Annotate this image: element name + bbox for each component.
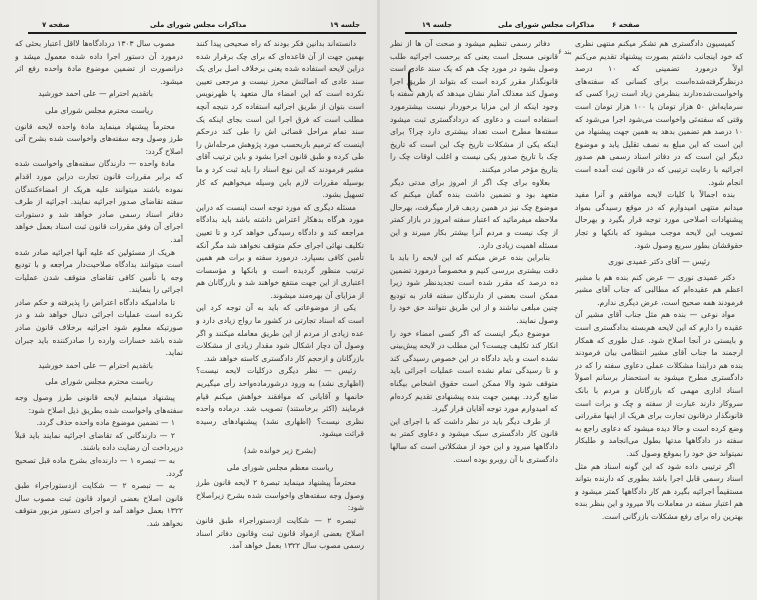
text-column (390, 38, 558, 598)
paragraph: بنده اجمالاً با کلیات لایحه موافقم و آنرا مفید میدانم منتهی امیدوارم که در موقع رسیدگی بمواد پیشنهادات اصلاحی مورد توجه قرار بگیرد و بهرحال تصویب این لایحه موجب میشود که بانکها و تجار حقوقشان بطور سریع وصول شود. (575, 190, 743, 250)
paragraph: ۱ — تضمین موضوع ماده واحده حذف گردد. (36, 418, 175, 428)
paragraph: کمیسیون دادگستری هم تشکر میکنم منتهی نظری که خود اینجانب داشتم بصورت پیشنهاد تقدیم می‌کنم اولاً درمورد تضمینی که ۱۰ درصد درنظرگرفته‌شده‌است برای کسانی که سفته‌های واخواست‌شده‌دارند بنظرمن زیاد است زیرا کسی که سرمایه‌اش ۵۰ هزار تومان یا ۱۰۰ هزار تومان است وقتی که سفته‌ئی واخواست می‌شود اجرا می‌شود که ۱۰ درصد هم تضمین بدهد به همین جهت پیشنهاد من این است که این مبلغ به نصف تقلیل یابد و موضوع دیگر این است که در دفاتر اسناد رسمی هم صدور اجرائیه با رعایت ترتیبی که در قانون ثبت آمده است انجام شود. (575, 39, 743, 187)
margin-note: بند ۶ (558, 48, 572, 56)
paragraph: ۲ — دارندگانی که تقاضای اجرائیه نمایند باید قبلاً درپرداخت آن رضایت داده باشند. (15, 430, 183, 453)
paragraph: دفاتر رسمی تنظیم میشود و صحت آن ها از نظر قانونی مسجل است یعنی که برحسب اجرائیه طلب وصول بشود در مورد چک هم که یک سند عادی است قانونگذار مقرر کرده است که بتواند از طریق اجرا وصول کند معذلک آمار نشان میدهد که بازهم سفته با وجود اینکه از این مزایا برخوردار نیست بیشترمورد استفاده است و دعاوی که دردادگستری ثبت میشود سفته‌ها مطرح است تعداد بیشتری دارد چرا؟ برای اینکه یکی از مشکلات تاریخ چک این است که تاریخ چک با تاریخ صدور یکی نیست و اغلب اوقات چک را بتاریخ مؤخر صادر میکنند. (390, 39, 558, 174)
signature-line: باتقدیم احترام — علی احمد خورشید (38, 89, 153, 99)
paragraph: مواد نوعی — بنده هم مثل جناب آقای مشیر آن عقیده را دارم که این لایحه هم‌بسته بدادگستری است و بایستی در آنجا اصلاح شود. عدل طوری که همکار ارجمند ما جناب آقای مشیر انتظامی بیان فرمودند بنده هم درابتدا مشکلات عملی دعاوی سفته را که در دادگستری مطرح میشود به استحضار برسانم اصولاً اسناد اداری مهمی که بازرگانان و مردم با بانک سروکار دارند عبارت از سفته و چک و برات است قانونگذار درقانون تجارت برای هریک از اینها مقرراتی وضع کرده است و حالا دیده میشود که دعاوی راجع به سفته در دادگاهها مدتها بطول می‌انجامد و طلبکار نمیتواند حق خود را بموقع وصول کند. (575, 310, 743, 458)
paragraph: مسئله دیگری که مورد توجه است اینست که دراین مورد هرگاه بدهکار اعتراض داشته باشد باید بدادگاه مراجعه کند و دادگاه رسیدگی خواهد کرد و تا تعیین تکلیف نهائی اجرای حکم متوقف نخواهد شد مگر آنکه تأمین کافی بسپارد. درمورد سفته و برات هم همین ترتیب منظور گردیده است و بانکها و مؤسسات اعتباری از این جهت منتفع خواهند شد و بازرگانان هم از مزایای آن بهره‌مند میشوند. (196, 202, 364, 300)
section-heading: ریاست محترم مجلس شورای ملی (45, 377, 153, 387)
running-title: مذاکرات مجلس شورای ملی (498, 21, 595, 29)
session-number: جلسه ۱۹ (329, 21, 360, 29)
paragraph: یکی از موضوعاتی که باید به آن توجه کرد این است که اسناد تجارتی در کشور ما رواج زیادی دارد و عده زیادی از مردم از این طریق معامله میکنند و اگر وصول آن دچار اشکال شود مقدار زیادی از مشکلات بازرگانان و ازحجم کار دادگستری کاسته خواهد شد. (196, 303, 364, 363)
page-number: صفحه ۶ (612, 21, 640, 29)
paragraph: مادهٔ واحده — دارندگان سفته‌های واخواست شده که برابر مقررات قانون تجارت دراین مورد اقدام نموده باشند میتوانند علیه هریک از امضاءکنندگان سفته تقاضای صدور اجرائیه نمایند. اجرائیه از طرف دفاتر اسناد رسمی صادر خواهد شد و دستورات اجرای آن وفق مقررات قانون ثبت اسناد بعمل خواهد آمد. (15, 159, 183, 244)
running-title: مذاکرات مجلس شورای ملی (150, 21, 247, 29)
paragraph: رئیس — نظر دیگری درکلیات لایحه نیست؟ (اظهاری نشد) به ورود درشورماده‌واحد رأی میگیریم خانمها و آقایانی که موافقند خواهش میکنم قیام فرمایند (اکثر برخاستند) تصویب شد. درماده واحده نظری نیست؟ (اظهاری نشد) پیشنهادهای رسیده قرائت میشود. (196, 366, 364, 439)
paragraph: به — تبصره ۲ — شکایت ازدستوراجراء طبق قانون اصلاح بعضی ازمواد قانون ثبت مصوب سال ۱۳۲۲ بعمل خواهد آمد و اجرای دستور مزبور متوقف نخواهد شد. (15, 481, 183, 528)
paragraph: موضوع دیگر اینست که اگر کسی امضاء خود را انکار کند تکلیف چیست؟ این مطلب در لایحه پیش‌بینی نشده است و باید دادگاه در این خصوص رسیدگی کند و تا رسیدگی تمام نشده است عملیات اجرائی باید متوقف شود والا ممکن است حقوق اشخاص بیگناه ضایع گردد. بهمین جهت بنده پیشنهادی تقدیم کرده‌ام که امیدوارم مورد توجه آقایان قرار گیرد. (390, 328, 558, 414)
paragraph: تبصره ۲ — شکایت ازدستوراجراء طبق قانون اصلاح بعضی ازمواد قانون ثبت وقانون دفاتر اسناد رسمی مصوب سال ۱۳۲۲ بعمل خواهد آمد. (196, 515, 364, 551)
paragraph: بعلاوه برای چک اگر از امروز برای مدتی دیگر متعهد بود و تضمین داشت بنده گمان میکنم که موضوع چک نیز در همین ردیف قرار میگرفت، بهرحال ملاحظه میفرمائید که اعتبار سفته امروز در بازار کمتر از چک نیست و مردم آنرا بیشتر بکار میبرند و این مسئله اهمیت زیادی دارد. (390, 177, 558, 250)
paragraph: به — تبصره ۱ — دارنده‌ای بشرح ماده قبل تصحیح گردد. (15, 456, 183, 478)
paragraph: محترماً پیشنهاد مینماید تبصرهٔ ۲ لایحه قانون طرز وصول وجه سفته‌های واخواست شده بشرح زیراصلاح شود: (196, 478, 364, 513)
paragraph: دکتر عمیدی نوری — عرض کنم بنده هم با مشیر اعظم هم عقیده‌ام که مطالبی که جناب آقای مشیر فرمودند همه صحیح است، عرض دیگری ندارم. (575, 272, 743, 307)
header-rule (405, 32, 737, 34)
paragraph: اگر ترتیبی داده شود که این گونه اسناد هم مثل اسناد رسمی قابل اجرا باشد بطوری که دارنده بتواند مستقیماً اجرائیه بگیرد هم کار دادگاهها کمتر میشود و هم اعتبار سفته در معاملات بالا میرود و این بنظر بنده بهترین راه برای رفع مشکلات بازرگانی است. (575, 461, 743, 521)
paragraph: مصوب سال ۱۳۰۳ دردادگاه‌ها لااقل اعتبار بحثی که درمورد آن دستور اجرا داده شده معمول میشد و درانصورت از تضمین موضوع مادهٔ واحده رفع اثر میشود. (15, 39, 183, 86)
text-column (196, 38, 364, 598)
paragraph: هریک از مسئولین که علیه آنها اجرائیه صادر شده است میتوانند بدادگاه صلاحیت‌دار مراجعه و با تودیع وجه یا تأمین کافی تقاضای متوقف شدن عملیات اجرائی را بنمایند. (15, 247, 183, 295)
right-page (380, 0, 757, 600)
page-number: صفحه ۷ (42, 21, 70, 29)
text-column (575, 38, 743, 598)
paragraph: بنابراین بنده عرض میکنم که این لایحه را باید با دقت بیشتری بررسی کنیم و مخصوصاً درمورد تضمین ده درصد که مقرر شده است تجدیدنظر شود زیرا ممکن است بعضی از دارندگان سفته قادر به تودیع چنین مبلغی نباشند و از این طریق نتوانند حق خود را وصول نمایند. (390, 253, 558, 326)
signature-line: باتقدیم احترام — علی احمد خورشید (38, 360, 153, 370)
paragraph: پیشنهاد مینمایم لایحه قانونی طرز وصول وجه سفته‌های واخواست شده بطریق ذیل اصلاح شود: (15, 393, 183, 415)
section-heading: ریاست محترم مجلس شورای ملی (45, 105, 153, 115)
paragraph: دانسته‌اند بدانین فکر بودند که راه صحیحی پیدا کنند بهمین جهت از آن قاعده‌ای که برای چک برقرار شده دراین لایحه استفاده شده یعنی برخلاف اصل برای یک سند عادی که اصالتش محرز نیست و مرجعی تعیین نکرده است که این امضاء مال متعهد یا ظهرنویس است بتوان از طریق اجرائیه استفاده کرد نتیجه آنچه مطلب است که فرق اجرا این است بجای اینکه یک سند تمام مراحل قضائی اش را طی کند درحکم اینست که ترمیم باربحسب مورد پژوهش مرحله‌اش را طی کرده و طبق قانون اجرا بشود و باین ترتیب آقای مشیر فرمودند که این نوع اسناد را باید ثبت کرد و ما بوسیله مقررات لازم باین وسیله میخواهیم که کار تسهیل بشود. (196, 39, 364, 200)
text-column (15, 38, 183, 598)
left-page (0, 0, 378, 600)
paragraph: تا مادامیکه دادگاه اعتراض را پذیرفته و حکم صادر نکرده است عملیات اجرائی دنبال خواهد شد و در صورتیکه معلوم شود اجرائیه برخلاف قانون صادر شده باشد خسارات وارده را صادرکننده باید جبران نماید. (15, 297, 183, 358)
header-rule (28, 32, 366, 34)
section-heading: (بشرح زیر خوانده شد) (243, 446, 317, 455)
section-heading: رئیس — آقای دکتر عمیدی نوری (608, 257, 710, 267)
handwritten-bracket-mark (408, 68, 416, 92)
paragraph: محترماً پیشنهاد مینماید مادهٔ واحده لایحه قانون طرز وصول وجه سفته‌های واخواست شده بشرح آتی اصلاح گردد: (15, 121, 183, 156)
session-number: جلسه ۱۹ (421, 21, 452, 29)
section-heading: ریاست معظم مجلس شورای ملی (226, 462, 334, 472)
paragraph: از طرف دیگر باید در نظر داشت که با اجرای این قانون کار دادگستری سبک میشود و دعاوی کمتر به دادگاهها میرود و این خود از مشکلاتی است که سالها دادگستری با آن روبرو بوده است. (390, 416, 558, 464)
